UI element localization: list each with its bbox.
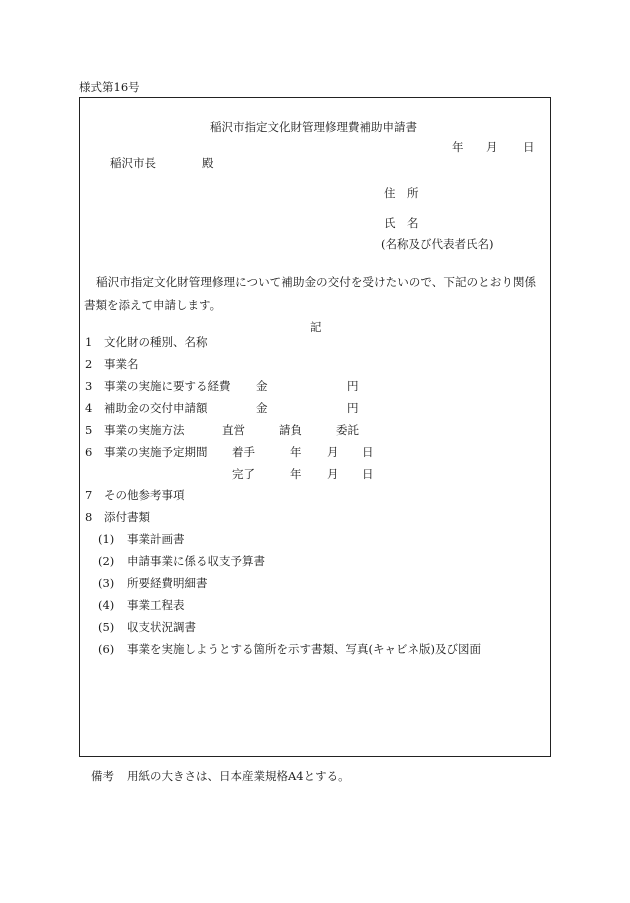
item-6-label: 事業の実施予定期間: [104, 445, 208, 459]
body-text-line-2: 書類を添えて申請します。: [84, 298, 222, 312]
note-label: 備考: [91, 769, 114, 783]
attachment-1-number: (1): [98, 532, 115, 546]
item-5-option-contract: 請負: [279, 423, 302, 437]
note-text: 用紙の大きさは、日本産業規格A4とする。: [127, 769, 350, 783]
applicant-address-label: 住 所: [384, 186, 419, 200]
item-5-label: 事業の実施方法: [104, 423, 185, 437]
item-3-kin: 金: [256, 379, 268, 393]
attachment-3-number: (3): [98, 576, 115, 590]
item-6-number: 6: [85, 445, 93, 459]
form-number: 様式第16号: [79, 80, 140, 94]
attachment-5-label: 収支状況調書: [127, 620, 196, 634]
item-6-start-month: 月: [327, 445, 339, 459]
item-1-number: 1: [85, 335, 93, 349]
item-6-start-day: 日: [362, 445, 374, 459]
item-6-end-month: 月: [327, 467, 339, 481]
item-3-label: 事業の実施に要する経費: [104, 379, 231, 393]
attachment-4-label: 事業工程表: [127, 598, 185, 612]
item-6-end-label: 完了: [232, 467, 255, 481]
item-6-start-label: 着手: [232, 445, 255, 459]
addressee-honorific: 殿: [202, 156, 214, 170]
item-2-label: 事業名: [104, 357, 139, 371]
addressee-mayor: 稲沢市長: [110, 156, 156, 170]
date-day: 日: [523, 140, 535, 154]
item-5-option-commission: 委託: [336, 423, 359, 437]
attachment-4-number: (4): [98, 598, 115, 612]
item-4-yen: 円: [347, 401, 359, 415]
item-1-label: 文化財の種別、名称: [104, 335, 208, 349]
item-2-number: 2: [85, 357, 93, 371]
item-3-number: 3: [85, 379, 93, 393]
attachment-1-label: 事業計画書: [127, 532, 185, 546]
date-month: 月: [486, 140, 498, 154]
attachment-2-label: 申請事業に係る収支予算書: [127, 554, 265, 568]
body-text-line-1: 稲沢市指定文化財管理修理について補助金の交付を受けたいので、下記のとおり関係: [96, 275, 537, 289]
attachment-6-label: 事業を実施しようとする箇所を示す書類、写真(キャビネ版)及び図面: [127, 642, 481, 656]
item-6-start-year: 年: [290, 445, 302, 459]
applicant-name-label: 氏 名: [384, 216, 419, 230]
attachment-6-number: (6): [98, 642, 115, 656]
item-5-number: 5: [85, 423, 93, 437]
ki-heading: 記: [310, 320, 322, 334]
attachment-3-label: 所要経費明細書: [127, 576, 208, 590]
item-7-number: 7: [85, 488, 93, 502]
item-8-label: 添付書類: [104, 510, 150, 524]
date-year: 年: [452, 140, 464, 154]
item-4-label: 補助金の交付申請額: [104, 401, 208, 415]
form-title: 稲沢市指定文化財管理修理費補助申請書: [210, 120, 417, 134]
item-8-number: 8: [85, 510, 93, 524]
item-3-yen: 円: [347, 379, 359, 393]
item-6-end-year: 年: [290, 467, 302, 481]
item-7-label: その他参考事項: [104, 488, 185, 502]
item-4-number: 4: [85, 401, 93, 415]
item-5-option-direct: 直営: [222, 423, 245, 437]
item-6-end-day: 日: [362, 467, 374, 481]
applicant-name-note: (名称及び代表者氏名): [381, 237, 494, 251]
attachment-2-number: (2): [98, 554, 115, 568]
attachment-5-number: (5): [98, 620, 115, 634]
item-4-kin: 金: [256, 401, 268, 415]
